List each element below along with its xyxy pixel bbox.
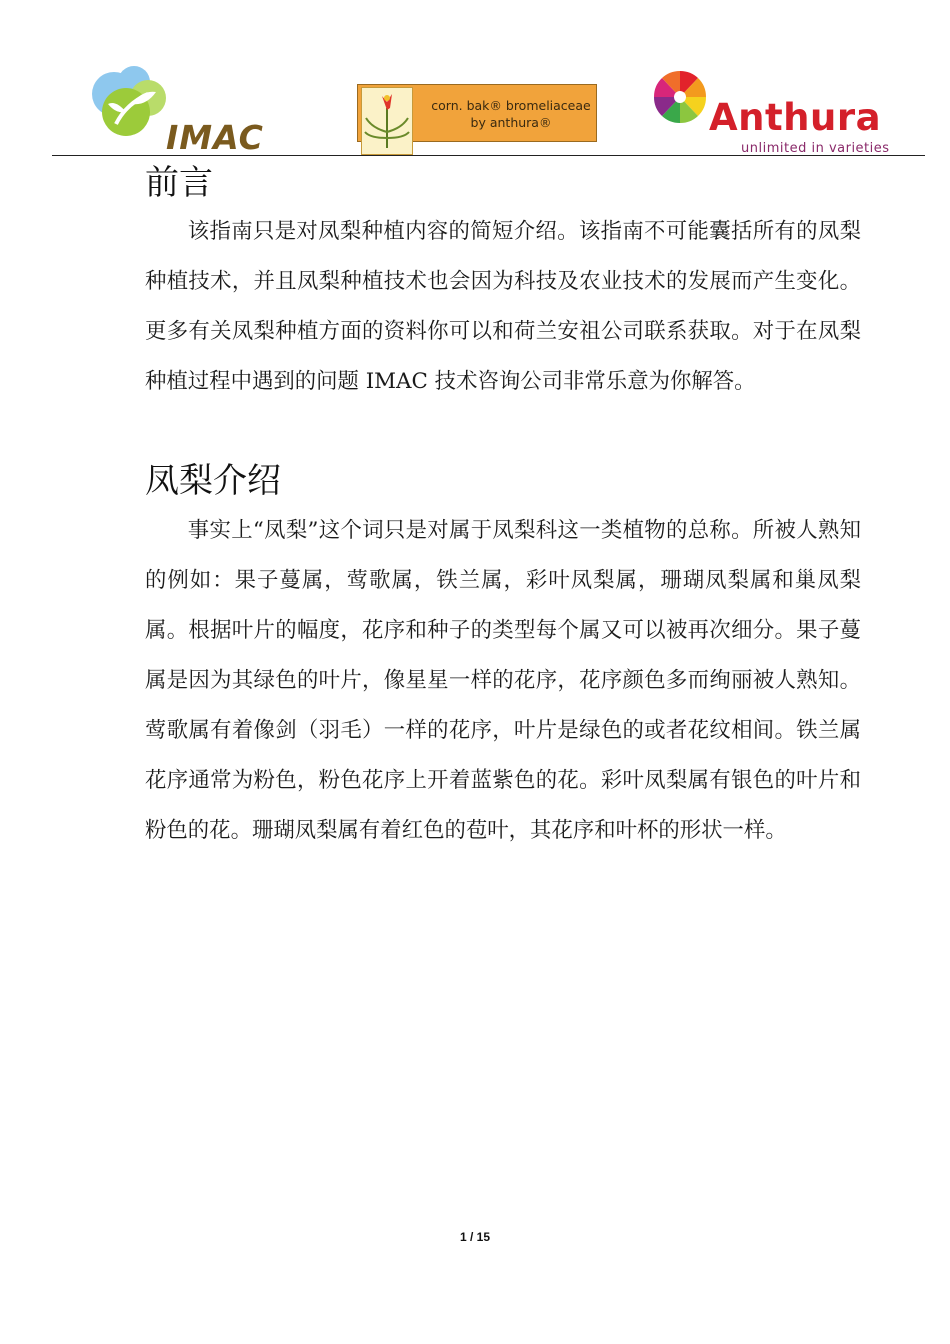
section-paragraph-preface: 该指南只是对凤梨种植内容的简短介绍。该指南不可能囊括所有的凤梨种植技术，并且凤梨种植技术也会因为科技及农业技术的发展而产生变化。更多有关凤梨种植方面的资料你可以和荷兰安祖公司联系获取。对于在凤梨种植过程中遇到的问题 IMAC 技术咨询公司非常乐意为你解答。 xyxy=(145,219,861,394)
bromeliaceae-logo xyxy=(357,84,597,142)
bromeliaceae-logo-text xyxy=(426,97,596,131)
bromeliaceae-line2: by anthura® xyxy=(470,115,552,130)
anthura-logo-name: Anthura xyxy=(709,96,882,139)
section-paragraph-intro: 事实上“凤梨”这个词只是对属于凤梨科这一类植物的总称。所被人熟知的例如：果子蔓属，莺歌属，铁兰属，彩叶凤梨属，珊瑚凤梨属和巢凤梨属。根据叶片的幅度，花序和种子的类型每个属又可以被再次细分。果子蔓属是因为其绿色的叶片，像星星一样的花序，花序颜色多而绚丽被人熟知。莺歌属有着像剑（羽毛）一样的花序，叶片是绿色的或者花纹相间。铁兰属花序通常为粉色，粉色花序上开着蓝紫色的花。彩叶凤梨属有银色的叶片和粉色的花。珊瑚凤梨属有着红色的苞叶，其花序和叶杯的形状一样。 xyxy=(145,518,861,843)
imac-logo xyxy=(86,64,276,160)
header-divider xyxy=(52,155,925,156)
page-header xyxy=(0,0,950,162)
anthura-logo xyxy=(653,70,903,160)
imac-logo-text: IMAC xyxy=(166,118,264,157)
bromeliaceae-line1: corn. bak® bromeliaceae xyxy=(431,98,591,113)
section-heading-intro: 凤梨介绍 xyxy=(145,461,281,501)
anthura-flower-icon xyxy=(653,70,707,124)
bromeliad-plant-icon xyxy=(361,87,413,155)
section-heading-preface: 前言 xyxy=(145,163,213,203)
page-number: 1 / 15 xyxy=(459,1230,491,1244)
anthura-logo-tagline: unlimited in varieties xyxy=(741,141,890,156)
